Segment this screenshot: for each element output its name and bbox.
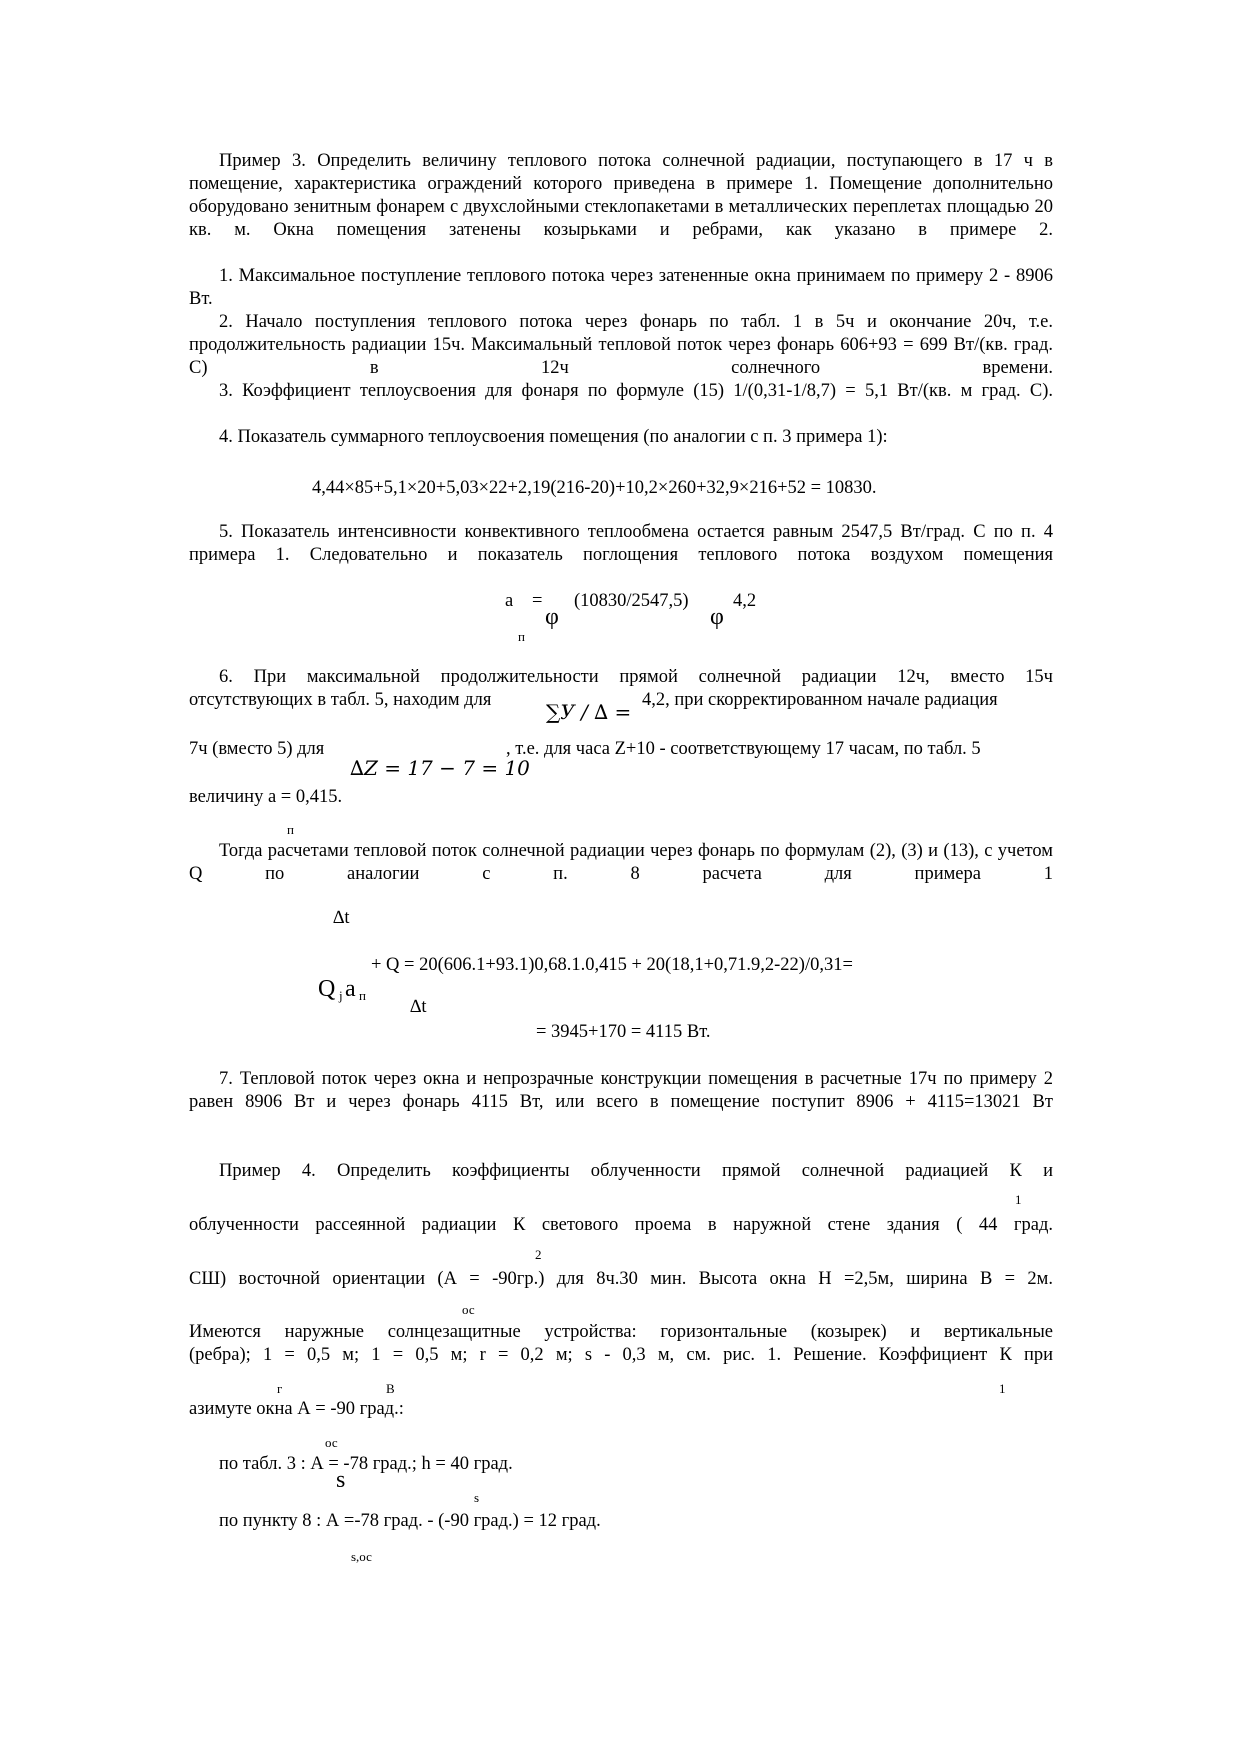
example4-line1: Пример 4. Определить коэффициенты облученности прямой солнечной радиацией К и (219, 1161, 1053, 1181)
item-5: 5. Показатель интенсивности конвективного теплообмена остается равным 2547,5 Вт/град. С по п. 4 примера 1. Следовательно и показатель поглощения теплового потока воздухом помещения (189, 522, 1053, 565)
delta-t-label: ∆t (333, 908, 350, 928)
formula-a-subscript: п (359, 988, 366, 1003)
example4-subscript1: 1 (1015, 1192, 1022, 1207)
phi-symbol-2: φ (710, 604, 724, 630)
formula-teploysvoenie: 4,44×85+5,1×20+5,03×22+2,19(216-20)+10,2×260+32,9×216+52 = 10830. (312, 478, 877, 498)
item-1: 1. Максимальное поступление теплового потока через затененные окна принимаем по примеру 2 - 8906 Вт. (189, 266, 1053, 309)
tab3-subscript: s (474, 1490, 480, 1505)
formula-subscript: п (518, 629, 525, 644)
then-paragraph: Тогда расчетами тепловой поток солнечной радиации через фонарь по формулам (2), (3) и (13), с учетом Q по аналогии с п. 8 расчета для примера 1 (189, 841, 1053, 884)
item-6-line1: 6. При максимальной продолжительности прямой солнечной радиации 12ч, вместо 15ч (219, 667, 1053, 687)
item-3: 3. Коэффициент теплоусвоения для фонаря по формуле (15) 1/(0,31-1/8,7) = 5,1 Вт/(кв. м град. С). (219, 381, 1053, 401)
example4-line4: Имеются наружные солнцезащитные устройства: горизонтальные (козырек) и вертикальные (189, 1322, 1053, 1342)
example4-line6: азимуте окна А = -90 град.: (189, 1399, 404, 1419)
item-6-line3-start: 7ч (вместо 5) для (189, 739, 325, 759)
example4-line2: облученности рассеянной радиации К светового проема в наружной стене здания ( 44 град. (189, 1215, 1053, 1235)
item-6-line2-start: отсутствующих в табл. 5, находим для (189, 690, 492, 710)
item-7: 7. Тепловой поток через окна и непрозрачные конструкции помещения в расчетные 17ч по примеру 2 равен 8906 Вт и через фонарь 4115 Вт, или всего в помещение поступит 8906 + 4115=13021 Вт (189, 1069, 1053, 1112)
delta-z-formula: ∆Z = 17 − 7 = 10 (350, 756, 530, 780)
formula-result: = 3945+170 = 4115 Вт. (536, 1022, 711, 1042)
example4-line3: СШ) восточной ориентации (А = -90гр.) для 8ч.30 мин. Высота окна Н =2,5м, ширина В = 2м. (189, 1269, 1053, 1289)
formula-a: a (345, 976, 356, 1002)
formula-eq: = (532, 591, 543, 611)
formula-q-subscript: j (339, 988, 343, 1003)
tab3-s-symbol: s (336, 1467, 346, 1493)
phi-symbol: φ (545, 604, 559, 630)
example4-subscript2: 2 (535, 1247, 542, 1262)
item-6-line3-end: , т.е. для часа Z+10 - соответствующему 17 часам, по табл. 5 (506, 739, 981, 759)
example4-subscript-1: 1 (999, 1381, 1006, 1396)
formula-a-symbol: a (505, 591, 514, 611)
item-6-subscript: п (287, 822, 294, 837)
example3-intro: Пример 3. Определить величину теплового потока солнечной радиации, поступающего в 17 ч в помещение, характеристика ограждений которого приведена в примере 1. Помещение дополнительно оборудовано зенитным фонарем с двухслойными стеклопакетами в металлических переплетах площадью 20 кв. м. Окна помещения затенены козырьками и ребрами, как указано в примере 2. (189, 151, 1053, 240)
sum-formula: ∑У / ∆ = (546, 700, 632, 724)
example4-line5: (ребра); 1 = 0,5 м; 1 = 0,5 м; r = 0,2 м; s - 0,3 м, см. рис. 1. Решение. Коэффициент К при (189, 1345, 1053, 1365)
p8-subscript: s,ос (351, 1549, 372, 1564)
item-6-line2-end: 4,2, при скорректированном начале радиация (642, 690, 998, 710)
formula-rhs: + Q = 20(606.1+93.1)0,68.1.0,415 + 20(18,1+0,71.9,2-22)/0,31= (371, 955, 853, 975)
tab3-line: по табл. 3 : А = -78 град.; h = 40 град. (219, 1454, 513, 1474)
item-2: 2. Начало поступления теплового потока через фонарь по табл. 1 в 5ч и окончание 20ч, т.е. продолжительность радиации 15ч. Максимальный тепловой поток через фонарь 606+93 = 699 Вт/(кв. град. С) в 12ч солнечного времени. (189, 312, 1053, 378)
delta-t-subscript: ∆t (410, 997, 427, 1017)
example4-subscript-g: г (277, 1381, 283, 1396)
item-4: 4. Показатель суммарного теплоусвоения помещения (по аналогии с п. 3 примера 1): (219, 427, 888, 447)
p8-line: по пункту 8 : А =-78 град. - (-90 град.) = 12 град. (219, 1511, 601, 1531)
formula-value: 4,2 (733, 591, 757, 611)
formula-q: Q (318, 976, 336, 1002)
example4-subscript-v: В (386, 1381, 395, 1396)
example4-subscript-os: ос (325, 1435, 338, 1450)
formula-expression: (10830/2547,5) (574, 591, 689, 611)
item-6-line4: величину a = 0,415. (189, 787, 343, 807)
example4-subscript3: ос (462, 1302, 475, 1317)
